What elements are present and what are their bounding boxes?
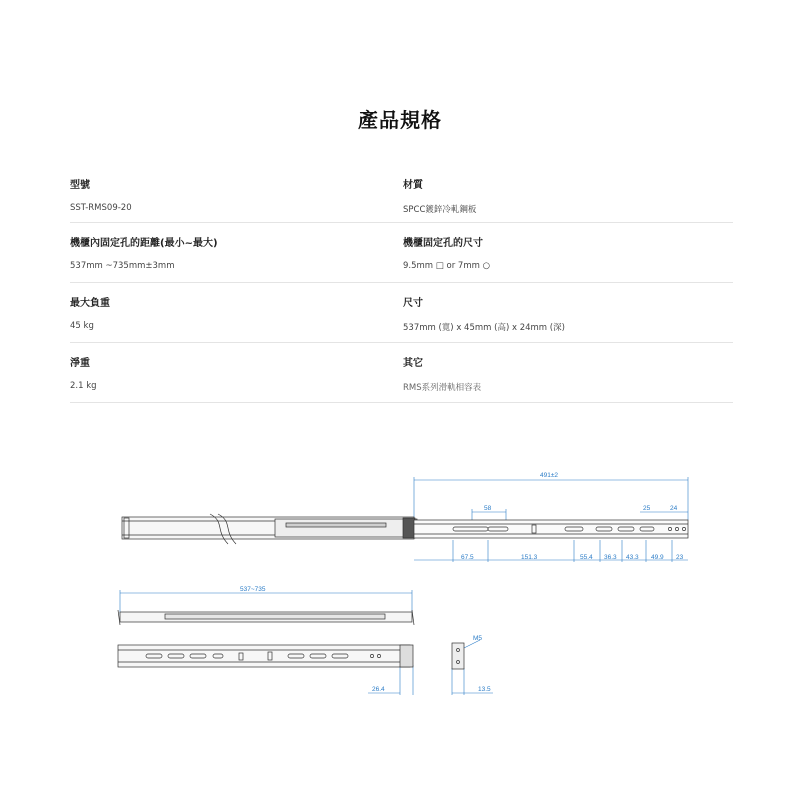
dim-d3: 55.4 [580,554,593,561]
spec-value-hole-distance: 537mm ~735mm±3mm [70,261,175,271]
spec-cell [400,223,733,282]
dim-d7: 23 [676,554,684,561]
spec-value-material: SPCC鍍鋅冷軋鋼板 [403,205,477,215]
spec-row [70,283,733,343]
dim-bracket-offset: 26.4 [372,686,385,693]
spec-value-model: SST-RMS09-20 [70,203,132,213]
spec-label-hole-size: 機櫃固定孔的尺寸 [403,238,483,249]
dim-bracket-depth: 13.5 [478,686,491,693]
spec-value-dimensions: 537mm (寬) x 45mm (高) x 24mm (深) [403,323,565,333]
spec-cell [400,343,733,402]
rail-extended-view [122,514,688,544]
dim-d4: 36.3 [604,554,617,561]
spec-label-model: 型號 [70,180,90,191]
dim-d2: 151.3 [521,554,538,561]
spec-label-material: 材質 [403,180,423,191]
spec-label-max-load: 最大負重 [70,298,110,309]
dim-range: 537~735 [240,586,266,593]
spec-cell [400,283,733,342]
spec-label-other: 其它 [403,358,423,369]
compatibility-link[interactable]: RMS系列滑軌相容表 [403,383,482,393]
rail-top-view [118,610,414,625]
spec-value-hole-size: 9.5mm □ or 7mm ○ [403,261,490,271]
page-title: 產品規格 [358,108,442,132]
dim-slot: 58 [484,505,492,512]
spec-label-dimensions: 尺寸 [403,298,423,309]
rail-side-view [118,645,413,667]
spec-cell [70,165,400,222]
dimension-labels [240,472,684,693]
dim-screw: M5 [473,635,483,642]
spec-row [70,223,733,283]
spec-cell [400,165,733,222]
spec-cell [70,223,400,282]
spec-label-hole-distance: 機櫃內固定孔的距離(最小~最大) [70,238,218,249]
dim-top-overall: 491±2 [540,472,559,479]
dim-hole-b: 24 [670,505,678,512]
spec-cell [70,343,400,402]
dimension-lines [120,477,688,695]
spec-value-max-load: 45 kg [70,321,94,331]
dim-hole-a: 25 [643,505,651,512]
spec-row [70,343,733,403]
dim-d6: 49.9 [651,554,664,561]
bracket-end-view [452,643,464,669]
spec-cell [70,283,400,342]
spec-row [70,165,733,223]
spec-label-net-weight: 淨重 [70,358,90,369]
dim-d1: 67.5 [461,554,474,561]
spec-table [70,165,733,403]
dim-d5: 43.3 [626,554,639,561]
spec-value-net-weight: 2.1 kg [70,381,97,391]
